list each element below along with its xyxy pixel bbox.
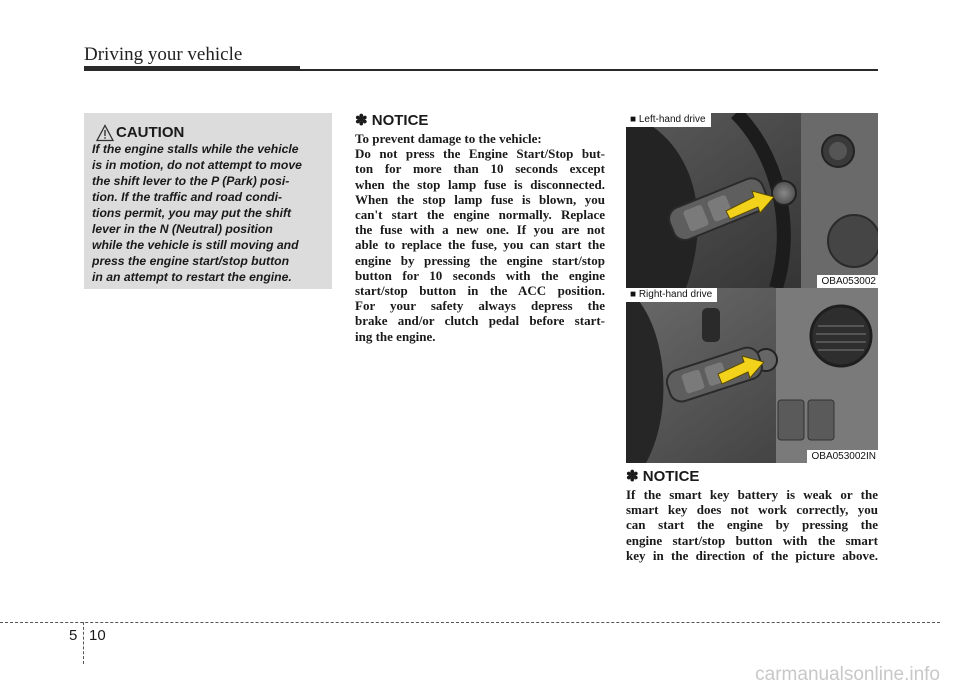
- footer-rule: [0, 622, 940, 623]
- notice-line: start/stop button in the ACC position.: [355, 283, 605, 299]
- notice-line: For your safety always depress the: [355, 298, 605, 314]
- notice-line: key in the direction of the picture above.: [626, 547, 878, 563]
- smart-key-dashboard-illustration: [626, 113, 878, 288]
- notice-line: can't start the engine normally. Replace: [355, 207, 605, 223]
- notice-line: ton for more than 10 seconds except: [355, 161, 605, 177]
- notice-line: engine by pressing the engine start/stop: [355, 252, 605, 268]
- notice-line: able to replace the fuse, you can start the: [355, 237, 605, 253]
- notice-title: ✽ NOTICE: [355, 112, 429, 129]
- notice-line: engine start/stop button with the smart: [626, 532, 878, 548]
- notice-line: brake and/or clutch pedal before start-: [355, 313, 605, 329]
- notice-line: ing the engine.: [355, 328, 436, 344]
- caution-line: tion. If the traffic and road condi-: [92, 190, 283, 204]
- smart-key-dashboard-illustration: [626, 288, 878, 463]
- notice-body: [355, 131, 605, 344]
- notice-line: the fuse with a new one. If you are not: [355, 222, 605, 238]
- figure-tag: ■ Left-hand drive: [626, 113, 711, 127]
- caution-line: lever in the N (Neutral) position: [92, 222, 273, 236]
- notice-line: To prevent damage to the vehicle:: [355, 131, 542, 146]
- caution-line: tions permit, you may put the shift: [92, 206, 292, 220]
- page-header-title: Driving your vehicle: [84, 44, 243, 65]
- section-number: 5: [69, 627, 78, 644]
- notice-line: can start the engine by pressing the: [626, 517, 878, 533]
- notice-line: when the stop lamp fuse is disconnected.: [355, 176, 605, 192]
- header-rule-thick: [84, 66, 300, 71]
- figure-tag: ■ Right-hand drive: [626, 288, 717, 302]
- caution-title: CAUTION: [116, 124, 185, 141]
- caution-line: the shift lever to the P (Park) posi-: [92, 174, 290, 188]
- figure-code: OBA053002: [817, 275, 879, 288]
- figure-left-hand-drive: [626, 113, 878, 288]
- caution-body: [92, 141, 327, 285]
- notice-line: When the stop lamp fuse is blown, you: [355, 191, 605, 207]
- figure-right-hand-drive: [626, 288, 878, 463]
- notice-engine-start: [355, 111, 605, 344]
- caution-line: is in motion, do not attempt to move: [92, 158, 302, 172]
- notice-body: [626, 487, 878, 563]
- footer-divider: [83, 622, 84, 664]
- watermark-text: carmanualsonline.info: [755, 664, 940, 685]
- notice-line: smart key does not work correctly, you: [626, 502, 878, 518]
- caution-line: while the vehicle is still moving and: [92, 238, 299, 252]
- notice-line: button for 10 seconds with the engine: [355, 267, 605, 283]
- caution-line: in an attempt to restart the engine.: [92, 270, 292, 284]
- warning-triangle-icon: [96, 123, 114, 143]
- figure-code: OBA053002IN: [807, 450, 879, 463]
- caution-box: [84, 113, 332, 289]
- caution-line: If the engine stalls while the vehicle: [92, 142, 299, 156]
- page-number: 10: [89, 627, 106, 644]
- caution-line: press the engine start/stop button: [92, 254, 290, 268]
- notice-line: If the smart key battery is weak or the: [626, 487, 878, 502]
- header-rule-thin: [300, 69, 878, 71]
- notice-smart-key: [626, 467, 878, 563]
- notice-title: ✽ NOTICE: [626, 468, 700, 485]
- notice-line: Do not press the Engine Start/Stop but-: [355, 146, 605, 162]
